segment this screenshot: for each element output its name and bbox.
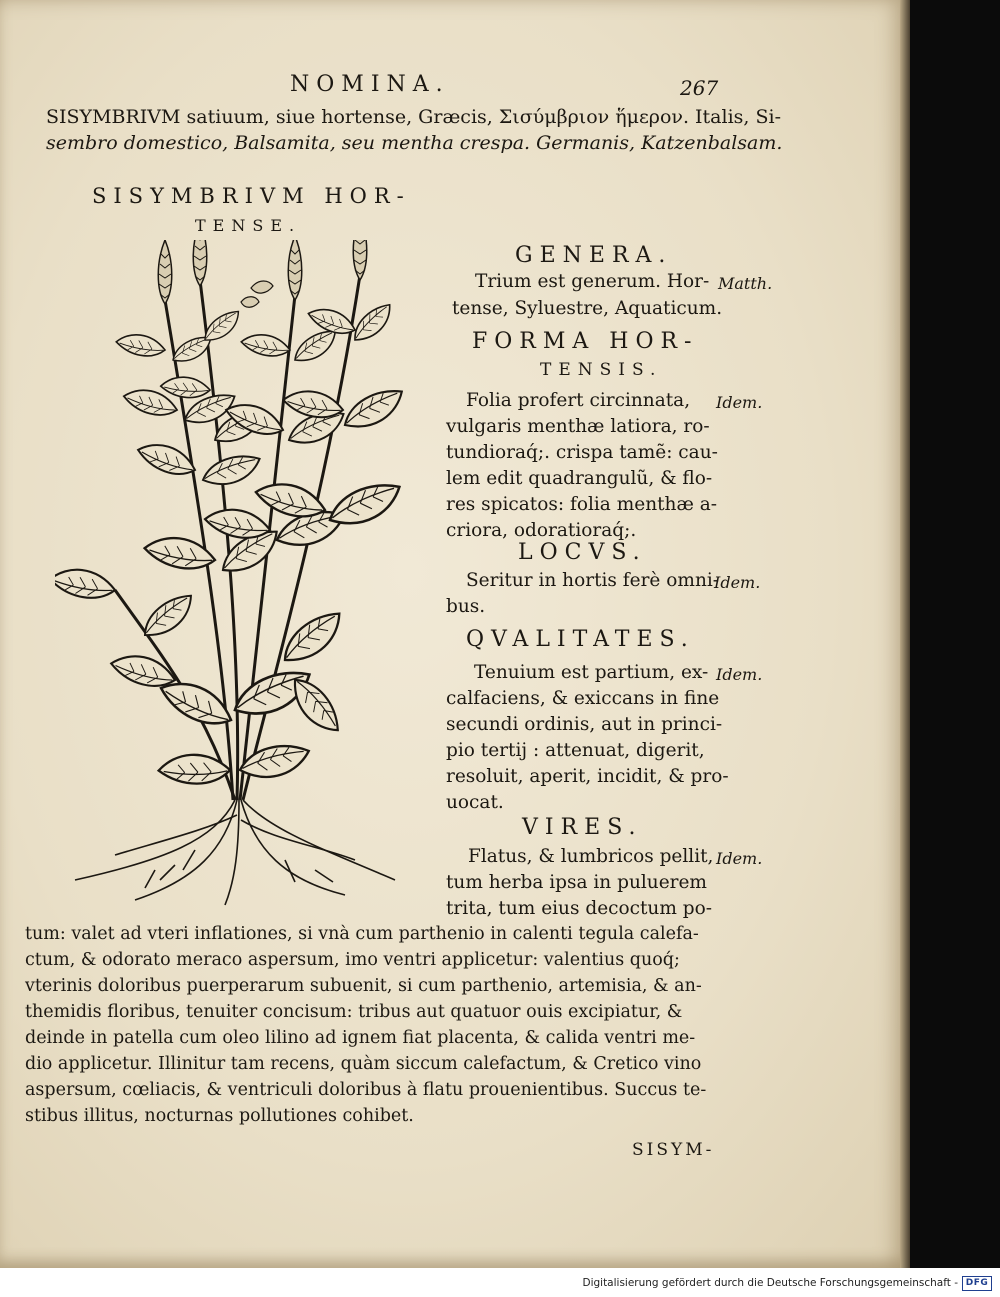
qualitates-line-2: calfaciens, & exiccans in fine <box>446 688 720 709</box>
figure-title-line-2: TENSE. <box>195 216 302 235</box>
margin-note-genera: Matth. <box>718 274 773 293</box>
vires-line-1: tum: valet ad vteri inflationes, si vnà cum parthenio in calenti tegula calefa- <box>25 924 699 944</box>
heading-locus: LOCVS. <box>518 540 647 565</box>
forma-line-5: res spicatos: folia menthæ a- <box>446 494 718 515</box>
locus-line-2: bus. <box>446 596 486 617</box>
heading-genera: GENERA. <box>515 243 673 268</box>
qualitates-line-3: secundi ordinis, aut in princi- <box>446 714 723 735</box>
vires-line-3: vterinis doloribus puerperarum subuenit, si cum parthenio, artemisia, & an- <box>25 976 702 996</box>
forma-line-4: lem edit quadrangulũ, & flo- <box>446 468 713 489</box>
qualitates-line-6: uocat. <box>446 792 504 813</box>
vires-line-6: dio applicetur. Illinitur tam recens, quàm siccum calefactum, & Cretico vino <box>25 1054 702 1074</box>
qualitates-line-4: pio tertij : attenuat, digerit, <box>446 740 705 761</box>
margin-note-qualitates: Idem. <box>716 665 763 684</box>
forma-line-1: Folia profert circinnata, <box>466 390 691 411</box>
vires-narrow-line-1: Flatus, & lumbricos pellit, <box>468 846 714 867</box>
vires-narrow-line-2: tum herba ipsa in puluerem <box>446 872 707 893</box>
vires-narrow-line-3: trita, tum eius decoctum po- <box>446 898 713 919</box>
vires-line-4: themidis floribus, tenuiter concisum: tribus aut quatuor ouis excipiatur, & <box>25 1002 683 1022</box>
catchword: SISYM- <box>632 1140 715 1160</box>
digitization-footer <box>0 1268 1000 1297</box>
heading-vires: VIRES. <box>522 815 643 840</box>
plant-woodcut-illustration <box>55 240 415 910</box>
vires-line-5: deinde in patella cum oleo lilino ad ignem fiat placenta, & calida ventri me- <box>25 1028 696 1048</box>
running-head: NOMINA. <box>290 72 450 97</box>
margin-note-forma: Idem. <box>716 393 763 412</box>
heading-qualitates: QVALITATES. <box>466 627 695 652</box>
names-line-2: sembro domestico, Balsamita, seu mentha crespa. Germanis, Katzenbalsam. <box>46 132 783 154</box>
qualitates-line-5: resoluit, aperit, incidit, & pro- <box>446 766 729 787</box>
forma-line-3: tundioraq́;. crispa tamẽ: cau- <box>446 442 718 463</box>
forma-line-2: vulgaris menthæ latiora, ro- <box>446 416 710 437</box>
locus-line-1: Seritur in hortis ferè omni- <box>466 570 720 591</box>
genera-line-1: Trium est generum. Hor- <box>475 271 710 292</box>
footer-credit-text: Digitalisierung gefördert durch die Deutsche Forschungsgemeinschaft - <box>582 1277 958 1289</box>
qualitates-line-1: Tenuium est partium, ex- <box>474 662 709 683</box>
margin-note-vires: Idem. <box>716 849 763 868</box>
margin-note-locus: Idem. <box>714 573 761 592</box>
names-line-1: SISYMBRIVM satiuum, siue hortense, Græcis, Σισύμβριον ἥμερον. Italis, Si- <box>46 106 782 128</box>
genera-line-2: tense, Syluestre, Aquaticum. <box>452 298 723 319</box>
figure-title-line-1: SISYMBRIVM HOR- <box>92 184 411 208</box>
page-number: 267 <box>680 76 719 100</box>
forma-line-6: criora, odoratioraq́;. <box>446 520 637 541</box>
vires-line-7: aspersum, cœliacis, & ventriculi doloribus à flatu prouenientibus. Succus te- <box>25 1080 707 1100</box>
page-edge-shadow <box>900 0 910 1268</box>
dfg-logo: DFG <box>962 1276 992 1291</box>
vires-line-2: ctum, & odorato meraco aspersum, imo ventri applicetur: valentius quoq́; <box>25 950 680 970</box>
heading-forma-2: TENSIS. <box>540 360 663 380</box>
heading-forma-1: FORMA HOR- <box>472 329 699 354</box>
vires-line-8: stibus illitus, nocturnas pollutiones cohibet. <box>25 1106 414 1126</box>
